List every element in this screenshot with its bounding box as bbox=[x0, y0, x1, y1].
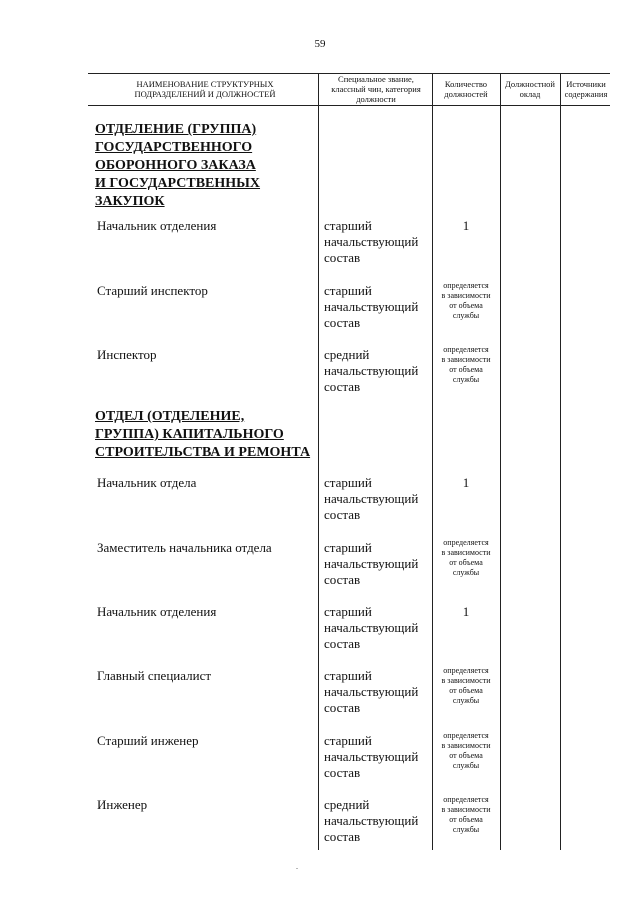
position-name: Старший инспектор bbox=[97, 283, 208, 298]
position-count-note: определяется в зависимости от объема службы bbox=[441, 281, 491, 320]
header-bottom-rule bbox=[88, 105, 610, 106]
position-category: старший начальствующий состав bbox=[324, 475, 419, 522]
header-col-source: Источники содержания bbox=[564, 79, 608, 99]
position-count: 1 bbox=[462, 475, 470, 490]
position-category: старший начальствующий состав bbox=[324, 283, 419, 330]
position-name: Начальник отделения bbox=[97, 604, 217, 619]
header-col-rank: Специальное звание, классный чин, категория должности bbox=[331, 74, 421, 104]
position-category: старший начальствующий состав bbox=[324, 540, 419, 587]
footer-mark: . bbox=[296, 862, 298, 871]
position-count-note: определяется в зависимости от объема службы bbox=[441, 795, 491, 834]
position-category: средний начальствующий состав bbox=[324, 797, 419, 844]
position-count-note: определяется в зависимости от объема службы bbox=[441, 666, 491, 705]
position-count-note: определяется в зависимости от объема службы bbox=[441, 731, 491, 770]
position-name: Главный специалист bbox=[97, 668, 212, 683]
column-divider bbox=[560, 73, 561, 850]
position-count-note: определяется в зависимости от объема службы bbox=[441, 538, 491, 577]
header-col-salary: Должностной оклад bbox=[505, 79, 555, 99]
position-name: Начальник отделения bbox=[97, 218, 217, 233]
position-name: Инспектор bbox=[97, 347, 157, 362]
position-category: старший начальствующий состав bbox=[324, 733, 419, 780]
page-number: 59 bbox=[314, 38, 326, 50]
position-name: Старший инженер bbox=[97, 733, 199, 748]
position-count-note: определяется в зависимости от объема службы bbox=[441, 345, 491, 384]
position-category: старший начальствующий состав bbox=[324, 668, 419, 715]
position-name: Начальник отдела bbox=[97, 475, 197, 490]
position-count: 1 bbox=[462, 604, 470, 619]
position-category: средний начальствующий состав bbox=[324, 347, 419, 394]
column-divider bbox=[500, 73, 501, 850]
header-col-name: НАИМЕНОВАНИЕ СТРУКТУРНЫХ ПОДРАЗДЕЛЕНИЙ И ДОЛЖНОСТЕЙ bbox=[134, 79, 276, 99]
position-count: 1 bbox=[462, 218, 470, 233]
header-col-count: Количество должностей bbox=[444, 79, 488, 99]
position-name: Инженер bbox=[97, 797, 148, 812]
position-name: Заместитель начальника отдела bbox=[97, 540, 272, 555]
position-category: старший начальствующий состав bbox=[324, 218, 419, 265]
position-category: старший начальствующий состав bbox=[324, 604, 419, 651]
section-title: ОТДЕЛ (ОТДЕЛЕНИЕ, ГРУППА) КАПИТАЛЬНОГО СТРОИТЕЛЬСТВА И РЕМОНТА bbox=[95, 409, 311, 460]
section-title: ОТДЕЛЕНИЕ (ГРУППА) ГОСУДАРСТВЕННОГО ОБОРОННОГО ЗАКАЗА И ГОСУДАРСТВЕННЫХ ЗАКУПОК bbox=[95, 122, 261, 209]
